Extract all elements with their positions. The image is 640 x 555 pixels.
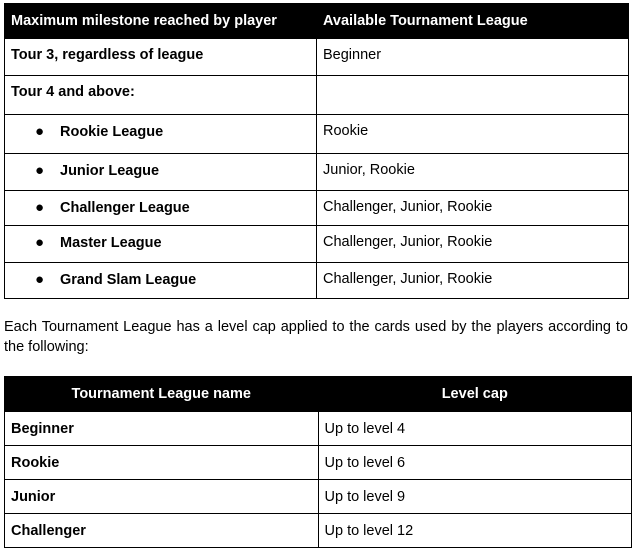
bullet-icon: ● <box>35 199 45 216</box>
header-league-name: Tournament League name <box>5 377 319 412</box>
league-cell <box>317 76 629 115</box>
level-cap-cell: Up to level 4 <box>318 412 632 446</box>
header-level-cap: Level cap <box>318 377 632 412</box>
table-row <box>5 412 632 446</box>
league-cell: Challenger, Junior, Rookie <box>317 191 629 226</box>
table-row <box>5 76 629 115</box>
league-cell: Challenger, Junior, Rookie <box>317 263 629 299</box>
milestone-table-header <box>5 4 629 39</box>
table-row <box>5 154 629 191</box>
league-cell: Challenger, Junior, Rookie <box>317 226 629 263</box>
league-cell: Junior, Rookie <box>317 154 629 191</box>
milestone-label: Challenger League <box>60 200 190 216</box>
level-cap-cell: Up to level 9 <box>318 480 632 514</box>
league-name-cell: Junior <box>5 480 319 514</box>
table-row <box>5 263 629 299</box>
table-row <box>5 191 629 226</box>
milestone-cell <box>5 154 317 191</box>
level-cap-cell: Up to level 12 <box>318 514 632 548</box>
league-name-cell: Beginner <box>5 412 319 446</box>
header-available-league: Available Tournament League <box>317 4 629 39</box>
table-row <box>5 480 632 514</box>
milestone-label: Junior League <box>60 163 160 179</box>
milestone-cell <box>5 115 317 154</box>
level-cap-cell: Up to level 6 <box>318 446 632 480</box>
level-table-header <box>5 377 632 412</box>
table-row <box>5 39 629 76</box>
league-name-cell: Challenger <box>5 514 319 548</box>
bullet-icon: ● <box>35 123 45 140</box>
milestone-label: Rookie League <box>60 124 164 140</box>
league-cell: Beginner <box>317 39 629 76</box>
milestone-table <box>4 3 629 299</box>
table-row <box>5 514 632 548</box>
milestone-cell <box>5 263 317 299</box>
league-cell: Rookie <box>317 115 629 154</box>
table-row <box>5 226 629 263</box>
table-row <box>5 115 629 154</box>
milestone-cell: Tour 4 and above: <box>5 76 317 115</box>
milestone-cell <box>5 226 317 263</box>
league-name-cell: Rookie <box>5 446 319 480</box>
level-cap-table <box>4 376 632 548</box>
bullet-icon: ● <box>35 162 45 179</box>
bullet-icon: ● <box>35 271 45 288</box>
header-milestone: Maximum milestone reached by player <box>5 4 317 39</box>
intro-paragraph: Each Tournament League has a level cap applied to the cards used by the players according to the following: <box>4 319 628 355</box>
milestone-label: Master League <box>60 235 162 251</box>
milestone-cell: Tour 3, regardless of league <box>5 39 317 76</box>
milestone-label: Grand Slam League <box>60 272 197 288</box>
milestone-cell <box>5 191 317 226</box>
bullet-icon: ● <box>35 234 45 251</box>
table-row <box>5 446 632 480</box>
